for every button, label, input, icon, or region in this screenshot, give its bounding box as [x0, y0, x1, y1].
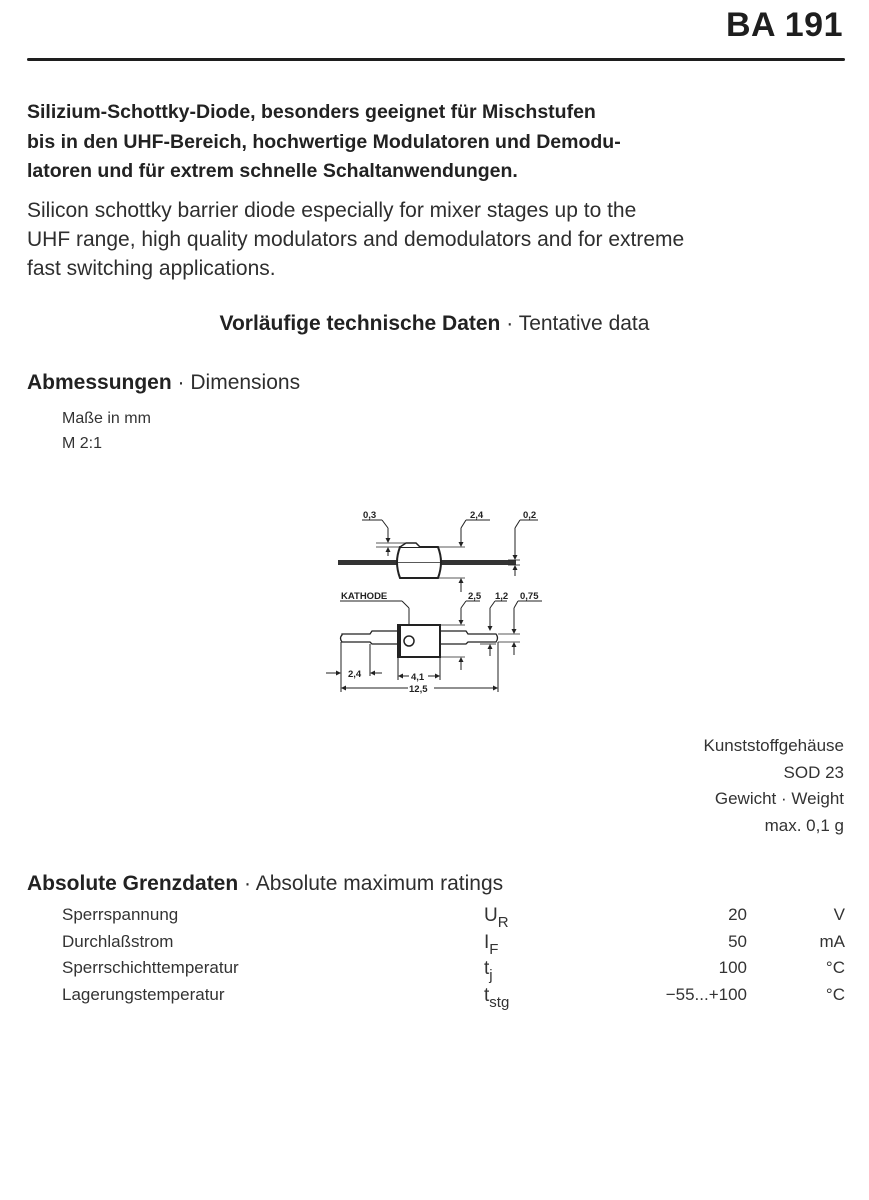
- dim-label: 0,75: [520, 591, 539, 602]
- parameter-value: −55...+100: [665, 984, 747, 1004]
- ratings-heading-german: Absolute Grenzdaten: [27, 872, 239, 895]
- ratings-row: [62, 985, 847, 1012]
- header-divider: [27, 58, 845, 61]
- dim-label: 2,4: [470, 510, 484, 521]
- parameter-name: Lagerungstemperatur: [62, 984, 225, 1004]
- package-info: [703, 733, 844, 839]
- tentative-data-heading: [0, 312, 869, 336]
- dim-label: 2,4: [348, 669, 362, 680]
- description-german-line: Silizium-Schottky-Diode, besonders geeignet für Mischstufen: [27, 101, 596, 123]
- lead-right: [440, 560, 516, 565]
- parameter-value: 20: [728, 905, 747, 924]
- dim-label: 1,2: [495, 591, 509, 602]
- part-number-title: BA 191: [725, 6, 843, 44]
- parameter-name: Durchlaßstrom: [62, 931, 174, 951]
- side-view: [338, 520, 538, 592]
- tentative-german: Vorläufige technische Daten: [219, 312, 501, 335]
- dimensions-heading-english: Dimensions: [190, 371, 301, 394]
- cathode-mark: [404, 636, 414, 646]
- weight-value: max. 0,1 g: [764, 815, 844, 835]
- description-german: [27, 98, 847, 187]
- dim-label: 2,5: [468, 591, 482, 602]
- ratings-row: [62, 932, 847, 959]
- tentative-english: Tentative data: [518, 312, 650, 335]
- parameter-symbol: $I_F$: [484, 931, 499, 958]
- case-type: SOD 23: [783, 762, 844, 782]
- ratings-heading: [27, 872, 503, 896]
- parameter-symbol: $U_R$: [484, 905, 509, 931]
- parameter-value: 100: [718, 958, 747, 977]
- weight-label: Gewicht · Weight: [714, 789, 844, 808]
- parameter-symbol: $t_j$: [484, 958, 493, 984]
- description-english-line: UHF range, high quality modulators and demodulators and for extreme: [27, 228, 685, 251]
- kathode-label: KATHODE: [341, 591, 388, 602]
- case-label: Kunststoffgehäuse: [703, 736, 844, 755]
- dimension-drawing: [320, 500, 560, 710]
- ratings-row: [62, 958, 847, 985]
- description-german-line: latoren und für extrem schnelle Schaltanwendungen.: [27, 160, 518, 182]
- ratings-table: [62, 905, 847, 1011]
- parameter-value: 50: [728, 931, 747, 951]
- separator: ·: [171, 371, 191, 394]
- dim-label: 0,2: [523, 510, 537, 521]
- parameter-symbol: $t_{stg}$: [484, 984, 510, 1011]
- separator: ·: [500, 312, 519, 335]
- lead-left: [338, 560, 398, 565]
- description-german-line: bis in den UHF-Bereich, hochwertige Modulatoren und Demodu-: [27, 130, 621, 153]
- dimensions-heading-german: Abmessungen: [27, 371, 172, 394]
- cathode-band: [398, 625, 401, 657]
- dimensions-notes: [62, 406, 151, 456]
- separator: ·: [238, 872, 256, 895]
- ratings-row: [62, 905, 847, 932]
- parameter-name: Sperrspannung: [62, 905, 179, 924]
- description-english-line: Silicon schottky barrier diode especially for mixer stages up to the: [27, 199, 637, 222]
- parameter-unit: mA: [819, 931, 845, 951]
- scale-note: M 2:1: [62, 435, 103, 452]
- parameter-unit: V: [833, 905, 845, 924]
- description-english: [27, 196, 847, 283]
- dimensions-heading: [27, 371, 300, 395]
- description-english-line: fast switching applications.: [27, 257, 276, 280]
- dim-label: 4,1: [411, 672, 425, 683]
- dim-label: 0,3: [363, 510, 377, 521]
- units-note: Maße in mm: [62, 410, 151, 427]
- parameter-unit: °C: [825, 984, 845, 1004]
- dim-label: 12,5: [409, 684, 428, 695]
- parameter-name: Sperrschichttemperatur: [62, 958, 239, 977]
- parameter-unit: °C: [825, 958, 845, 977]
- ratings-heading-english: Absolute maximum ratings: [255, 872, 504, 895]
